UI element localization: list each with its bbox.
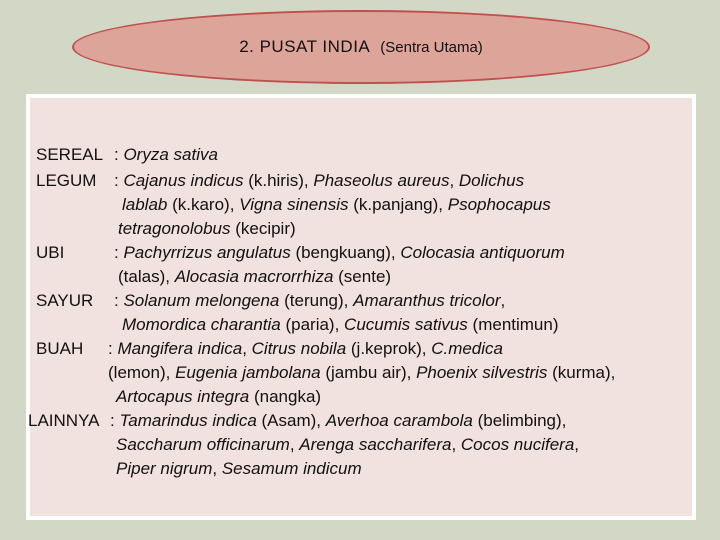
species-name: Oryza sativa (123, 145, 218, 164)
separator: : (108, 339, 118, 358)
title-main: 2. PUSAT INDIA (239, 37, 371, 56)
species-name: Arenga saccharifera (299, 435, 452, 454)
separator: : (114, 171, 124, 190)
species-name: Saccharum officinarum (116, 435, 290, 454)
common-name: (nangka) (249, 387, 322, 406)
list-line (36, 171, 524, 191)
category-label: LEGUM (36, 171, 97, 190)
species-name: Cocos nucifera (460, 435, 575, 454)
common-name: (kecipir) (230, 219, 296, 238)
common-name: (sente) (333, 267, 392, 286)
species-name: Sesamum indicum (221, 459, 362, 478)
list-line (36, 243, 565, 263)
common-name: (mentimun) (467, 315, 559, 334)
species-name: Piper nigrum (116, 459, 213, 478)
species-name: Solanum melongena (123, 291, 280, 310)
separator: : (114, 291, 124, 310)
species-name: Eugenia jambolana (175, 363, 321, 382)
species-name: Cucumis sativus (344, 315, 468, 334)
common-name: (bengkuang), (290, 243, 401, 262)
common-name: , (449, 171, 459, 190)
common-name: , (451, 435, 461, 454)
separator: : (110, 411, 120, 430)
common-name: (kurma), (547, 363, 616, 382)
common-name: , (212, 459, 222, 478)
list-line (118, 219, 296, 239)
list-line (122, 195, 551, 215)
species-name: Colocasia antiquorum (400, 243, 565, 262)
species-name: Mangifera indica (117, 339, 243, 358)
common-name: (belimbing), (472, 411, 567, 430)
species-name: Citrus nobila (251, 339, 347, 358)
species-name: C.medica (431, 339, 503, 358)
common-name: (terung), (279, 291, 354, 310)
common-name: (talas), (118, 267, 175, 286)
common-name: (k.karo), (167, 195, 240, 214)
species-name: lablab (122, 195, 168, 214)
list-line (122, 315, 559, 335)
common-name: (jambu air), (320, 363, 417, 382)
title-oval (72, 10, 650, 84)
category-label: UBI (36, 243, 65, 262)
list-line (36, 145, 218, 165)
species-name: Dolichus (458, 171, 525, 190)
common-name: (lemon), (108, 363, 176, 382)
species-name: Momordica charantia (122, 315, 281, 334)
list-line (118, 267, 391, 287)
species-name: Psophocapus (447, 195, 551, 214)
common-name: (Asam), (256, 411, 326, 430)
common-name: , (500, 291, 506, 310)
list-line (28, 411, 566, 431)
species-name: Alocasia macrorrhiza (174, 267, 334, 286)
category-label: SAYUR (36, 291, 94, 310)
list-line (116, 387, 321, 407)
species-name: Phaseolus aureus (313, 171, 450, 190)
common-name: , (242, 339, 252, 358)
list-line (108, 363, 615, 383)
species-name: Artocapus integra (116, 387, 250, 406)
common-name: , (574, 435, 580, 454)
list-line (116, 435, 579, 455)
species-name: Pachyrrizus angulatus (123, 243, 291, 262)
species-name: Cajanus indicus (123, 171, 244, 190)
species-name: Vigna sinensis (239, 195, 349, 214)
category-label: BUAH (36, 339, 84, 358)
common-name: (j.keprok), (346, 339, 432, 358)
species-name: Phoenix silvestris (416, 363, 548, 382)
common-name: , (289, 435, 300, 454)
list-line (116, 459, 362, 479)
category-label: SEREAL (36, 145, 104, 164)
common-name: (k.panjang), (348, 195, 448, 214)
common-name: (paria), (280, 315, 345, 334)
species-name: Amaranthus tricolor (353, 291, 501, 310)
list-line (36, 339, 503, 359)
category-label: LAINNYA (28, 411, 100, 430)
separator: : (114, 145, 124, 164)
common-name: (k.hiris), (243, 171, 314, 190)
species-name: Averhoa carambola (325, 411, 473, 430)
separator: : (114, 243, 124, 262)
species-name: Tamarindus indica (119, 411, 257, 430)
species-name: tetragonolobus (118, 219, 231, 238)
title-subtitle: (Sentra Utama) (380, 38, 483, 56)
list-line (36, 291, 505, 311)
